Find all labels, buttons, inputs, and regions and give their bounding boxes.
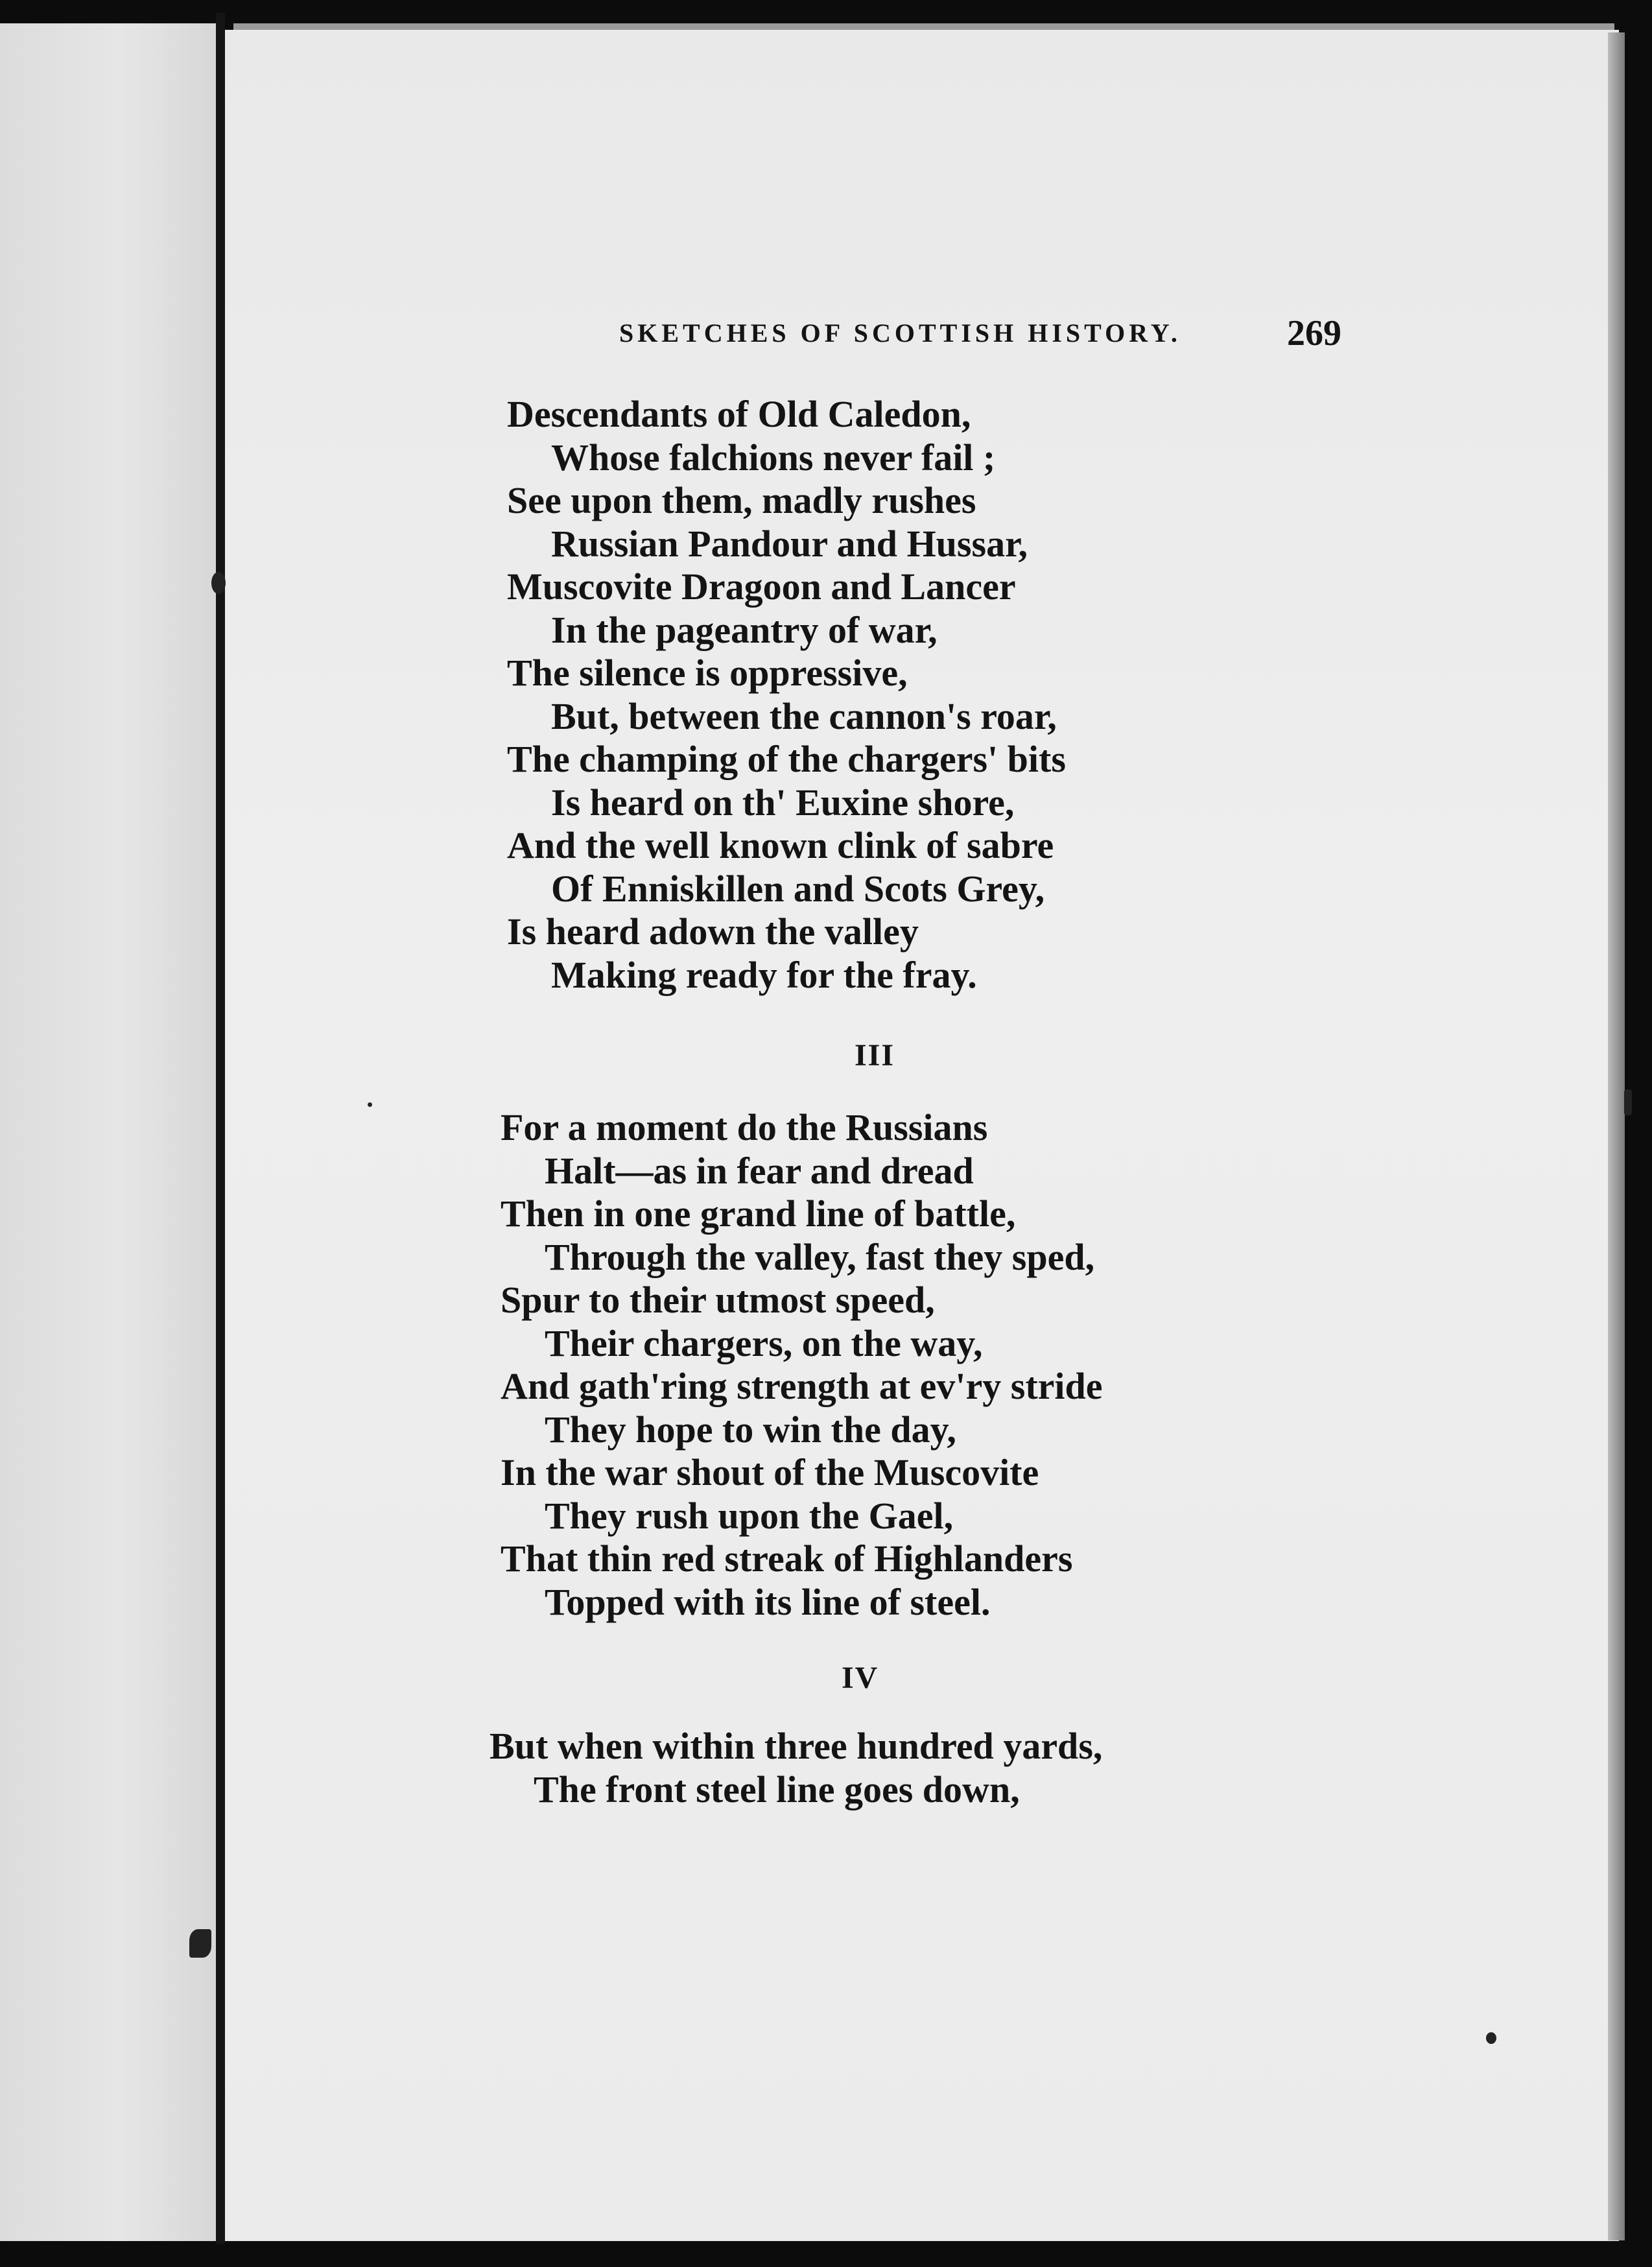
verse-line: See upon them, madly rushes <box>507 479 976 521</box>
verse-line: For a moment do the Russians <box>501 1106 988 1148</box>
page-number: 269 <box>1287 313 1341 353</box>
verse-line: But, between the cannon's roar, <box>551 694 1057 737</box>
verse-line: Is heard on th' Euxine shore, <box>551 781 1015 824</box>
verse-line: The champing of the chargers' bits <box>507 738 1066 780</box>
verse-line: And gath'ring strength at ev'ry stride <box>501 1365 1103 1407</box>
verse-line: Halt—as in fear and dread <box>545 1149 974 1192</box>
stanza-2 <box>507 393 1066 997</box>
binding-mark <box>189 1929 211 1958</box>
verse-line: Topped with its line of steel. <box>545 1580 991 1623</box>
verse-line: Descendants of Old Caledon, <box>507 393 971 435</box>
verse-line: The silence is oppressive, <box>507 652 908 694</box>
ink-speck <box>1486 2032 1496 2044</box>
stanza-4 <box>490 1725 1102 1811</box>
stanza-numeral-4: IV <box>842 1661 879 1695</box>
page-right-edge <box>1608 32 1625 2240</box>
verse-line: Russian Pandour and Hussar, <box>551 522 1028 565</box>
verse-line: Muscovite Dragoon and Lancer <box>507 565 1016 608</box>
binding-gutter <box>216 13 225 2244</box>
verse-line: In the war shout of the Muscovite <box>501 1451 1039 1493</box>
binding-mark <box>1624 1089 1632 1115</box>
stanza-numeral-3: III <box>855 1038 895 1073</box>
verse-line: They rush upon the Gael, <box>545 1494 954 1537</box>
verse-line: Of Enniskillen and Scots Grey, <box>551 867 1045 910</box>
verse-line: The front steel line goes down, <box>534 1768 1020 1810</box>
running-head: SKETCHES OF SCOTTISH HISTORY. <box>619 318 1181 348</box>
verse-line: That thin red streak of Highlanders <box>501 1537 1073 1580</box>
ink-speck <box>368 1102 372 1107</box>
stanza-3 <box>501 1106 1103 1624</box>
verse-line: They hope to win the day, <box>545 1408 956 1451</box>
verse-line: Making ready for the fray. <box>551 953 977 996</box>
verse-line: Through the valley, fast they sped, <box>545 1235 1095 1278</box>
verse-line: But when within three hundred yards, <box>490 1725 1103 1767</box>
verse-line: Then in one grand line of battle, <box>501 1193 1016 1235</box>
verse-line: Their chargers, on the way, <box>545 1322 983 1364</box>
binding-mark <box>211 572 226 594</box>
verse-line: Is heard adown the valley <box>507 910 919 953</box>
facing-page-margin <box>0 23 217 2241</box>
verse-line: In the pageantry of war, <box>551 608 938 651</box>
verse-line: Whose falchions never fail ; <box>551 436 996 479</box>
verse-line: And the well known clink of sabre <box>507 824 1054 866</box>
verse-line: Spur to their utmost speed, <box>501 1279 935 1321</box>
